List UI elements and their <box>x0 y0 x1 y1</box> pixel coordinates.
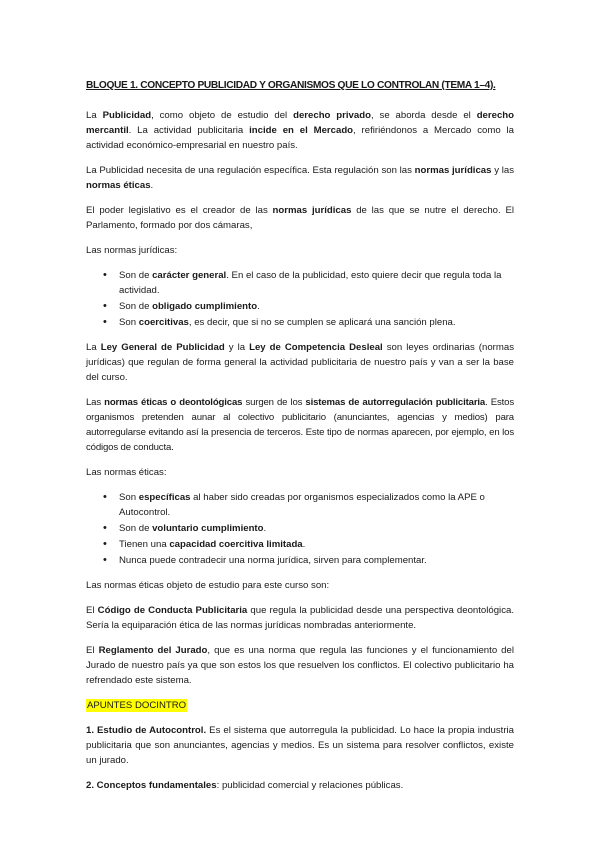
list-item <box>86 490 514 520</box>
text-run: . <box>150 180 154 191</box>
list-normas-eticas <box>86 490 514 568</box>
bold-term: derecho mercantil <box>86 110 515 136</box>
text-run: , que es una norma que regula las funciones y el funcionamiento del Jurado de nuestro país ya que son estos los que resuelven los conflictos. El colectivo publicitario ha refrendado este sistema. <box>86 645 514 686</box>
list-item <box>86 553 514 568</box>
bold-term: 1. Estudio de Autocontrol. <box>86 725 207 736</box>
text-run: y las <box>491 165 514 176</box>
bold-term: carácter general <box>152 270 227 281</box>
text-run: , refiriéndonos a Mercado como la actividad económico-empresarial en nuestro país. <box>86 125 514 151</box>
bold-term: derecho privado <box>293 110 371 121</box>
paragraph-publicidad-definition <box>86 108 514 153</box>
list-item <box>86 299 514 314</box>
text-run: Es el sistema que autorregula la publicidad. Lo hace la propia industria publicitaria que son anunciantes, agencias y medios. Es un sistema para resolver conflictos, existe un jurado. <box>86 725 514 766</box>
bold-term: normas éticas o deontológicas <box>104 397 243 408</box>
text-run: : publicidad comercial y relaciones públicas. <box>216 780 404 791</box>
text-run: . En el caso de la publicidad, esto quiere decir que regula toda la actividad. <box>119 270 502 296</box>
text-run: . <box>257 301 260 312</box>
paragraph-normas-eticas <box>86 395 514 455</box>
text-run: . <box>302 539 306 550</box>
text-run: Son <box>119 492 139 503</box>
bold-term: Código de Conducta Publicitaria <box>97 605 248 616</box>
paragraph-conceptos-fundamentales <box>86 778 514 793</box>
paragraph-reglamento-jurado <box>86 643 514 688</box>
text-run: El poder legislativo es el creador de las <box>86 205 273 216</box>
bold-term: sistemas de autorregulación publicitaria <box>305 397 486 408</box>
text-run: Son de <box>119 301 153 312</box>
text-run: Son <box>119 317 139 328</box>
bold-term: voluntario cumplimiento <box>152 523 264 534</box>
text-run: La Publicidad necesita de una regulación específica. Esta regulación son las <box>86 165 415 176</box>
text-run: , es decir, que si no se cumplen se aplicará una sanción plena. <box>188 317 456 328</box>
text-run: . Estos organismos pretenden aunar al colectivo publicitario (anunciantes, agencias y medios) para autorregularse evitando así la presencia de terceros. Este tipo de normas aparecen, por ejemplo, en los códigos de conducta. <box>86 397 514 453</box>
text-run: Son de <box>119 523 153 534</box>
text-run: La <box>86 110 103 121</box>
text-run: son leyes ordinarias (normas jurídicas) que regulan de forma general la actividad publicitaria de nuestro país y van a ser la base del curso. <box>86 342 514 383</box>
text-run: . <box>263 523 267 534</box>
list-item <box>86 521 514 536</box>
bold-term: normas éticas <box>86 180 151 191</box>
list-item <box>86 537 514 552</box>
text-run: , como objeto de estudio del <box>151 110 294 121</box>
bold-term: específicas <box>138 492 191 503</box>
paragraph-poder-legislativo <box>86 203 514 233</box>
bold-term: normas jurídicas <box>414 165 492 176</box>
text-run: y la <box>224 342 250 353</box>
text-run: Las <box>86 397 105 408</box>
paragraph-objeto-estudio: Las normas éticas objeto de estudio para este curso son: <box>86 580 330 591</box>
bold-term: obligado cumplimiento <box>152 301 258 312</box>
highlight-text: APUNTES DOCINTRO <box>87 700 187 711</box>
bold-term: coercitivas <box>138 317 189 328</box>
paragraph-codigo-conducta <box>86 603 514 633</box>
bold-term: Ley de Competencia Desleal <box>249 342 383 353</box>
bold-term: incide en el Mercado <box>249 125 354 136</box>
text-run: surgen de los <box>242 397 306 408</box>
list-item <box>86 315 514 330</box>
text-run: La <box>86 342 101 353</box>
paragraph-regulacion <box>86 163 514 193</box>
text-run: Nunca puede contradecir una norma jurídica, sirven para complementar. <box>119 555 427 566</box>
text-run: Son de <box>119 270 153 281</box>
text-run: , se aborda desde el <box>370 110 477 121</box>
text-run: El <box>86 605 98 616</box>
text-run: de las que se nutre el derecho. El Parlamento, formado por dos cámaras, <box>86 205 514 231</box>
text-run: que regula la publicidad desde una perspectiva deontológica. Sería la equiparación ética de las normas jurídicas nombradas anteriormente. <box>86 605 514 631</box>
highlighted-section-label <box>86 698 514 713</box>
paragraph-normas-eticas-heading: Las normas éticas: <box>86 467 167 478</box>
paragraph-normas-juridicas-heading: Las normas jurídicas: <box>86 245 178 256</box>
bold-term: Publicidad <box>102 110 152 121</box>
document-title: BLOQUE 1. CONCEPTO PUBLICIDAD Y ORGANISMOS QUE LO CONTROLAN (TEMA 1–4). <box>86 80 496 91</box>
bold-term: capacidad coercitiva limitada <box>169 539 303 550</box>
bold-term: Ley General de Publicidad <box>100 342 225 353</box>
text-run: . La actividad publicitaria <box>128 125 250 136</box>
bold-term: Reglamento del Jurado <box>98 645 208 656</box>
bold-term: normas jurídicas <box>272 205 352 216</box>
document-page <box>86 80 514 803</box>
text-run: al haber sido creadas por organismos especializados como la APE o Autocontrol. <box>119 492 485 518</box>
text-run: Tienen una <box>119 539 170 550</box>
list-item <box>86 268 514 298</box>
paragraph-estudio-autocontrol <box>86 723 514 768</box>
bold-term: 2. Conceptos fundamentales <box>86 780 217 791</box>
text-run: El <box>86 645 99 656</box>
list-normas-juridicas <box>86 268 514 330</box>
paragraph-leyes <box>86 340 514 385</box>
